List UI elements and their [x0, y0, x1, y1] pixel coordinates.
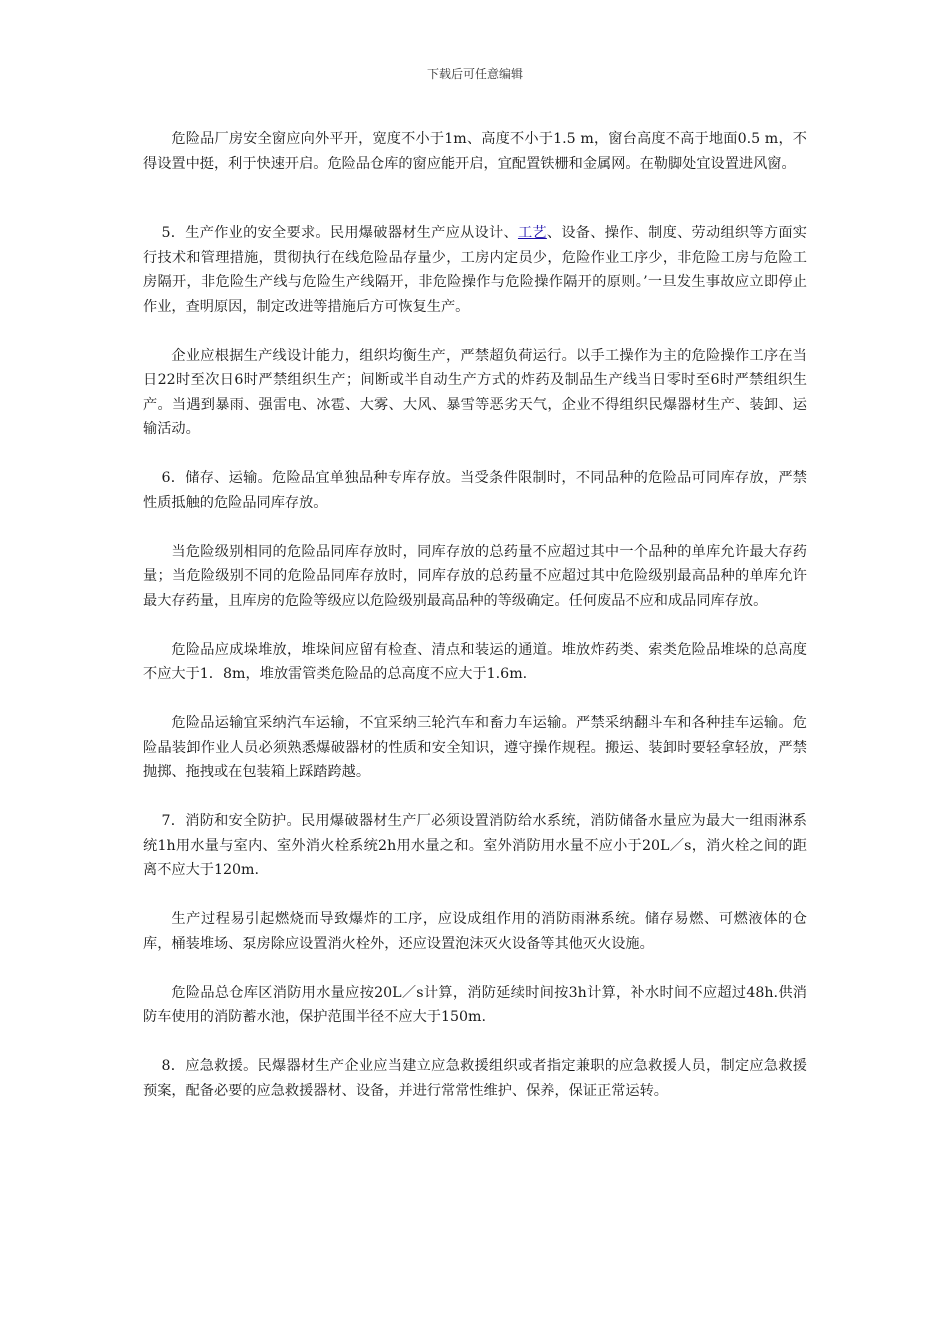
process-link[interactable]: 工艺: [517, 225, 547, 241]
paragraph-section-6: 6．储存、运输。危险品宜单独品种专库存放。当受条件限制时，不同品种的危险品可同库存放，严禁性质抵触的危险品同库存放。: [143, 470, 807, 511]
page-header: 下载后可任意编辑: [426, 67, 523, 81]
paragraph-transport: 危险品运输宜采纳汽车运输，不宜采纳三轮汽车和畜力车运输。严禁采纳翻斗车和各种挂车运输。危险晶装卸作业人员必须熟悉爆破器材的性质和安全知识，遵守操作规程。搬运、装卸时要轻拿轻放，严禁抛掷、拖拽或在包装箱上踩踏跨越。: [143, 715, 807, 780]
paragraph-section-8: 8．应急救援。民爆器材生产企业应当建立应急救援组织或者指定兼职的应急救援人员，制定应急救援预案，配备必要的应急救援器材、设备，并进行常常性维护、保养，保证正常运转。: [143, 1058, 807, 1099]
paragraph-section-5-rest: 、设备、操作、制度、劳动组织等方面实行技术和管理措施，贯彻执行在线危险品存量少，工房内定员少，危险作业工序少，非危险工房与危险工房隔开，非危险生产线与危险生产线隔开，非危险操作与危险操作隔开的原则。’一旦发生事故应立即停止作业，查明原因，制定改进等措施后方可恢复生产。: [143, 225, 807, 315]
paragraph-section-5-lead: 5．生产作业的安全要求。民用爆破器材生产应从设计、: [161, 225, 518, 241]
paragraph-section-7: 7．消防和安全防护。民用爆破器材生产厂必须设置消防给水系统，消防储备水量应为最大一组雨淋系统1h用水量与室内、室外消火栓系统2h用水量之和。室外消防用水量不应小于20L／s，消火栓之间的距离不应大于120m.: [143, 813, 807, 878]
paragraph-section-5: [143, 221, 807, 319]
paragraph-same-storage: 当危险级别相同的危险品同库存放时，同库存放的总药量不应超过其中一个品种的单库允许最大存药量；当危险级别不同的危险品同库存放时，同库存放的总药量不应超过其中危险级别最高品种的单库允许最大存药量，且库房的危险等级应以危险级别最高品种的等级确定。任何废品不应和成品同库存放。: [143, 543, 807, 609]
paragraph-window-requirements: 危险品厂房安全窗应向外平开，宽度不小于1m、高度不小于1.5 m，窗台高度不高于地面0.5 m，不得设置中挺，利于快速开启。危险品仓库的窗应能开启，宜配置铁栅和金属网。在勒脚处宜设置进风窗。: [143, 131, 807, 172]
paragraph-water-supply: 危险品总仓库区消防用水量应按20L／s计算，消防延续时间按3h计算，补水时间不应超过48h.供消防车使用的消防蓄水池，保护范围半径不应大于150m.: [143, 984, 807, 1025]
document-body: [143, 127, 807, 1103]
paragraph-stacking: 危险品应成垛堆放，堆垛间应留有检查、清点和装运的通道。堆放炸药类、索类危险品堆垛的总高度不应大于1．8m，堆放雷管类危险品的总高度不应大于1.6m.: [143, 641, 807, 682]
paragraph-sprinkler: 生产过程易引起燃烧而导致爆炸的工序，应设成组作用的消防雨淋系统。储存易燃、可燃液体的仓库，桶装堆场、泵房除应设置消火栓外，还应设置泡沫灭火设备等其他灭火设施。: [143, 911, 807, 952]
paragraph-balanced-production: 企业应根据生产线设计能力，组织均衡生产，严禁超负荷运行。以手工操作为主的危险操作工序在当日22时至次日6时严禁组织生产；间断或半自动生产方式的炸药及制品生产线当日零时至6时严禁组织生产。当遇到暴雨、强雷电、冰雹、大雾、大风、暴雪等恶劣天气，企业不得组织民爆器材生产、装卸、运输活动。: [143, 347, 807, 437]
